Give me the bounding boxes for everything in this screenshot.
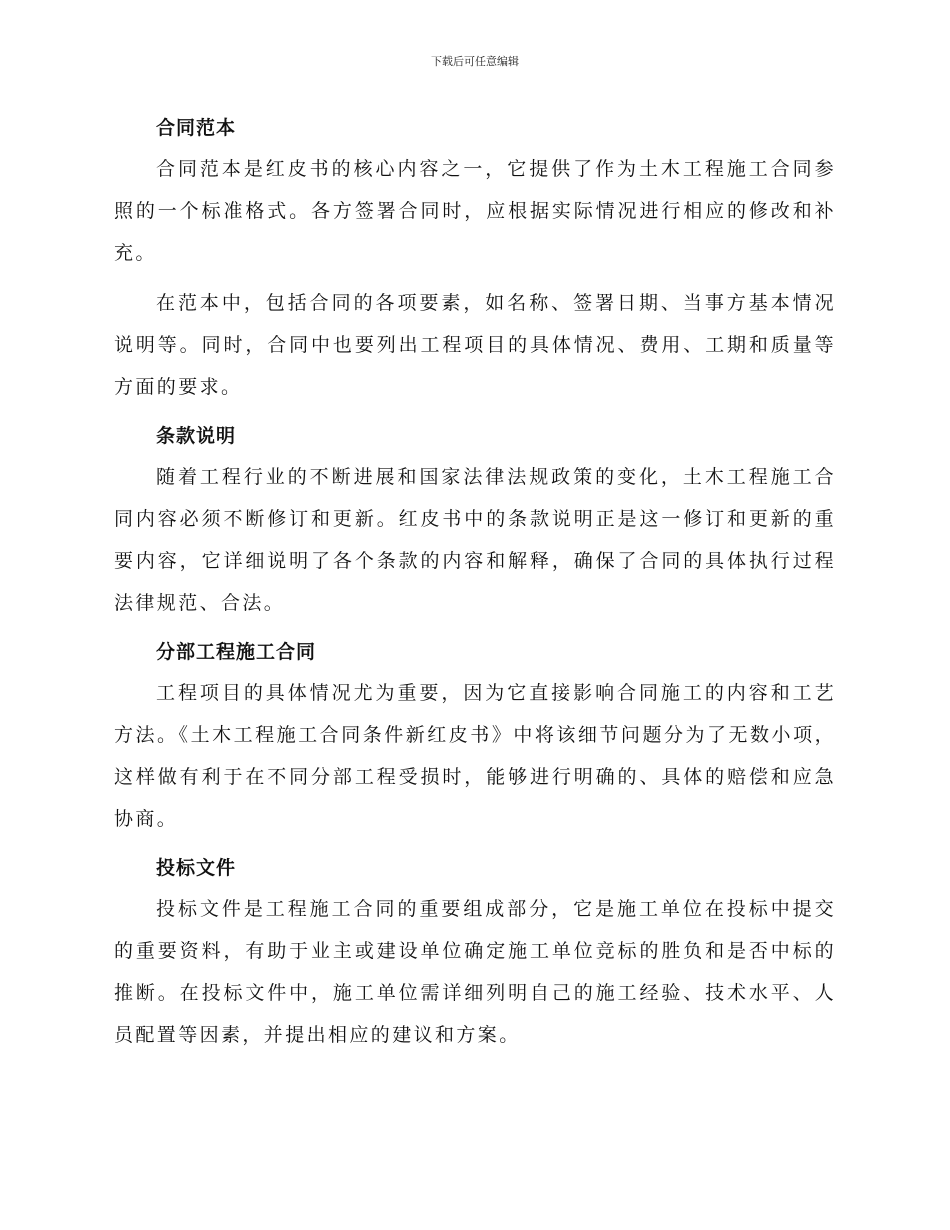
section-title: 投标文件 (156, 857, 237, 879)
paragraph: 随着工程行业的不断进展和国家法律法规政策的变化，土木工程施工合同内容必须不断修订和更新。红皮书中的条款说明正是这一修订和更新的重要内容，它详细说明了各个条款的内容和解释，确保了合同的具体执行过程法律规范、合法。 (114, 466, 836, 614)
paragraph: 投标文件是工程施工合同的重要组成部分，它是施工单位在投标中提交的重要资料，有助于业主或建设单位确定施工单位竞标的胜负和是否中标的推断。在投标文件中，施工单位需详细列明自己的施工经验、技术水平、人员配置等因素，并提出相应的建议和方案。 (114, 898, 836, 1046)
section-clause-explanation (114, 416, 836, 624)
section-contract-template (114, 108, 836, 408)
document-body (114, 108, 836, 1064)
paragraph: 在范本中，包括合同的各项要素，如名称、签署日期、当事方基本情况说明等。同时，合同中也要列出工程项目的具体情况、费用、工期和质量等方面的要求。 (114, 292, 836, 398)
section-subproject-contract (114, 632, 836, 840)
section-bid-documents (114, 848, 836, 1056)
section-title: 分部工程施工合同 (156, 641, 317, 663)
section-title: 条款说明 (156, 425, 237, 447)
paragraph: 工程项目的具体情况尤为重要，因为它直接影响合同施工的内容和工艺方法。《土木工程施工合同条件新红皮书》中将该细节问题分为了无数小项，这样做有利于在不同分部工程受损时，能够进行明确的、具体的赔偿和应急协商。 (114, 682, 836, 830)
section-title: 合同范本 (156, 117, 237, 139)
page-header-note: 下载后可任意编辑 (431, 55, 519, 68)
paragraph: 合同范本是红皮书的核心内容之一，它提供了作为土木工程施工合同参照的一个标准格式。各方签署合同时，应根据实际情况进行相应的修改和补充。 (114, 158, 836, 264)
